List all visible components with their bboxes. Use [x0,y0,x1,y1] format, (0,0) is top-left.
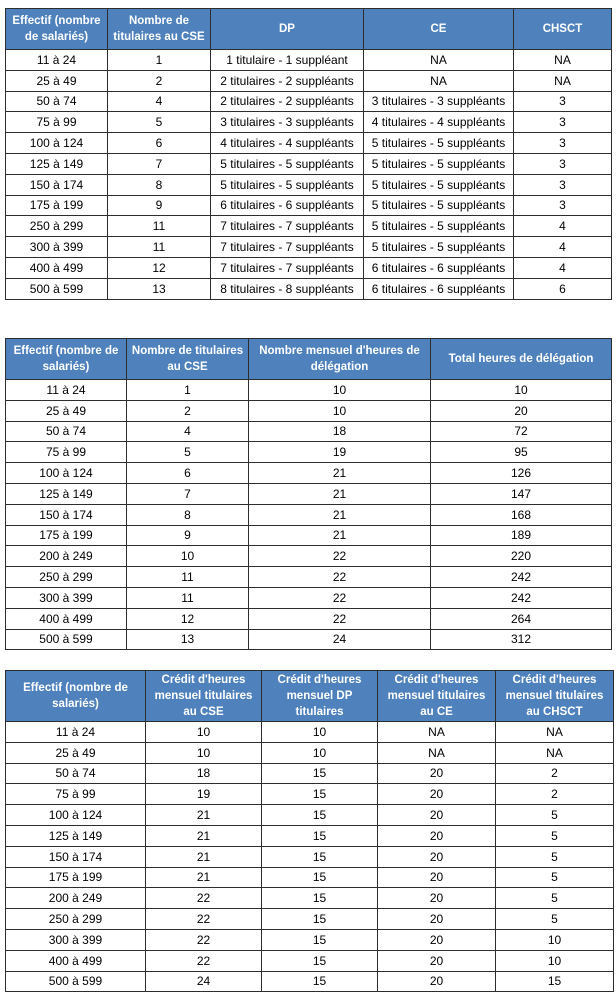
table-cell: 18 [146,763,262,784]
table-cell: 75 à 99 [6,784,146,805]
table-row [6,195,612,216]
table-cell: 300 à 399 [6,929,146,950]
table-cell: 200 à 249 [6,546,127,567]
table-cell: 15 [262,805,378,826]
table-cell: 220 [431,546,612,567]
table-row [6,112,612,133]
table-cell: 5 [127,442,249,463]
table-cell: 15 [262,825,378,846]
table-cell: 5 [496,867,614,888]
table-cell: 11 à 24 [6,50,108,71]
table-row [6,380,612,401]
table-row [6,174,612,195]
table-cell: 5 titulaires - 5 suppléants [364,174,514,195]
table-cell: 5 [496,888,614,909]
table-row [6,257,612,278]
table-cell: 12 [108,257,211,278]
table-cell: 13 [127,629,249,650]
table-cell: 312 [431,629,612,650]
table-cell: 19 [146,784,262,805]
table-row [6,846,614,867]
table-cell: 10 [127,546,249,567]
table-cell: 6 [514,278,612,299]
table-cell: 10 [146,722,262,743]
header-row [6,671,614,722]
table-row [6,400,612,421]
table-cell: 500 à 599 [6,629,127,650]
table-cell: 125 à 149 [6,153,108,174]
table-row [6,91,612,112]
table-cell: 125 à 149 [6,825,146,846]
table-cell: 3 [514,174,612,195]
table-cell: 3 [514,133,612,154]
table-cell: 9 [108,195,211,216]
table-cell: 24 [146,971,262,992]
table-cell: 20 [378,950,496,971]
table-row [6,483,612,504]
table-cell: 25 à 49 [6,742,146,763]
table-cell: 7 titulaires - 7 suppléants [211,216,364,237]
table-row [6,237,612,258]
table-cell: 5 [496,846,614,867]
table-cell: 6 titulaires - 6 suppléants [364,278,514,299]
table-cell: 4 [514,216,612,237]
table-cell: 20 [378,867,496,888]
column-header: Nombre mensuel d'heures de délégation [249,339,431,380]
table-row [6,909,614,930]
table-cell: 21 [146,867,262,888]
table-cell: 11 à 24 [6,722,146,743]
table-cell: 19 [249,442,431,463]
table-cell: 3 titulaires - 3 suppléants [211,112,364,133]
table-cell: 7 titulaires - 7 suppléants [211,237,364,258]
table-cell: 22 [146,888,262,909]
table-row [6,421,612,442]
table-cell: 264 [431,608,612,629]
table-cell: 4 titulaires - 4 suppléants [211,133,364,154]
table-cell: 400 à 499 [6,608,127,629]
table-cell: 15 [262,950,378,971]
table-cell: 10 [496,929,614,950]
table-cell: 20 [378,763,496,784]
table-cell: 400 à 499 [6,257,108,278]
table-cell: 10 [262,742,378,763]
table-cell: 22 [249,567,431,588]
table-row [6,278,612,299]
table-cell: 24 [249,629,431,650]
table-cell: 4 titulaires - 4 suppléants [364,112,514,133]
table-cell: 2 [496,763,614,784]
table-cell: 21 [249,525,431,546]
column-header: Nombre de titulaires au CSE [127,339,249,380]
table-row [6,950,614,971]
table-cell: 8 titulaires - 8 suppléants [211,278,364,299]
table-row [6,463,612,484]
table-cell: 3 [514,91,612,112]
table-cell: 5 titulaires - 5 suppléants [364,237,514,258]
table-cell: 15 [262,846,378,867]
table-cell: NA [364,50,514,71]
table-cell: 242 [431,567,612,588]
table-cell: 15 [262,929,378,950]
table-cell: 21 [249,483,431,504]
table-cell: 50 à 74 [6,91,108,112]
table-cell: 100 à 124 [6,133,108,154]
table-cell: 22 [249,546,431,567]
table-cell: 15 [262,971,378,992]
table-cell: 22 [249,608,431,629]
table-row [6,153,612,174]
table-cell: NA [514,70,612,91]
table-cell: 200 à 249 [6,888,146,909]
table-row [6,742,614,763]
table-cell: 25 à 49 [6,70,108,91]
header-row [6,9,612,50]
table-cell: 5 titulaires - 5 suppléants [364,195,514,216]
table-cell: 100 à 124 [6,463,127,484]
table-cell: 10 [262,722,378,743]
table-cell: 10 [146,742,262,763]
table-cell: 242 [431,587,612,608]
table-row [6,504,612,525]
table-row [6,929,614,950]
table-cell: 15 [262,867,378,888]
table-cell: 21 [249,463,431,484]
table-cell: 15 [262,763,378,784]
header-row [6,339,612,380]
table-cell: 126 [431,463,612,484]
table-cell: NA [496,722,614,743]
table-cell: 300 à 399 [6,587,127,608]
table-cell: 50 à 74 [6,421,127,442]
table-cell: 5 [496,909,614,930]
table-cell: NA [364,70,514,91]
table-cell: 5 titulaires - 5 suppléants [364,133,514,154]
table-cell: 168 [431,504,612,525]
column-header: Crédit d'heures mensuel DP titulaires [262,671,378,722]
table-cell: 7 [127,483,249,504]
table-row [6,867,614,888]
table-cell: 72 [431,421,612,442]
table-row [6,971,614,992]
column-header: Crédit d'heures mensuel titulaires au CHSCT [496,671,614,722]
table-cell: 5 titulaires - 5 suppléants [364,153,514,174]
table-cell: 150 à 174 [6,174,108,195]
table-row [6,525,612,546]
table-cell: 20 [431,400,612,421]
cse-composition-table [5,8,612,300]
table-cell: 189 [431,525,612,546]
table-cell: 22 [146,909,262,930]
table-cell: 3 [514,195,612,216]
table-cell: 1 [108,50,211,71]
column-header: CE [364,9,514,50]
table-row [6,763,614,784]
table-cell: 20 [378,888,496,909]
table-cell: 22 [146,929,262,950]
table-cell: 3 [514,112,612,133]
table-cell: 21 [146,846,262,867]
table-cell: 250 à 299 [6,909,146,930]
table-cell: 5 titulaires - 5 suppléants [364,216,514,237]
table-cell: NA [496,742,614,763]
table-cell: 250 à 299 [6,567,127,588]
table-cell: 175 à 199 [6,867,146,888]
table-cell: 21 [249,504,431,525]
table-cell: 500 à 599 [6,278,108,299]
table-cell: 11 à 24 [6,380,127,401]
table-cell: 6 [127,463,249,484]
table-cell: 4 [514,257,612,278]
table-cell: 10 [496,950,614,971]
table-row [6,888,614,909]
column-header: Crédit d'heures mensuel titulaires au CSE [146,671,262,722]
column-header: Crédit d'heures mensuel titulaires au CE [378,671,496,722]
table-cell: 20 [378,805,496,826]
table-cell: 15 [262,888,378,909]
table-cell: 1 [127,380,249,401]
table-cell: 4 [127,421,249,442]
table-cell: 10 [431,380,612,401]
table-cell: 11 [108,237,211,258]
table-cell: 4 [108,91,211,112]
table-cell: 20 [378,971,496,992]
column-header: Nombre de titulaires au CSE [108,9,211,50]
monthly-hours-credit-table [5,670,614,992]
delegation-hours-table [5,338,612,650]
table-cell: 10 [249,400,431,421]
table-cell: 400 à 499 [6,950,146,971]
table-cell: 4 [514,237,612,258]
table-cell: 2 titulaires - 2 suppléants [211,91,364,112]
table-cell: 147 [431,483,612,504]
table-cell: 5 titulaires - 5 suppléants [211,174,364,195]
table-cell: 500 à 599 [6,971,146,992]
table-cell: 15 [262,909,378,930]
table-cell: 11 [108,216,211,237]
table-cell: 11 [127,567,249,588]
column-header: Effectif (nombre de salariés) [6,671,146,722]
table-row [6,567,612,588]
table-row [6,546,612,567]
table-cell: NA [514,50,612,71]
table-cell: 5 [108,112,211,133]
table-cell: 5 [496,805,614,826]
table-row [6,50,612,71]
table-cell: 2 [127,400,249,421]
table-cell: 7 titulaires - 7 suppléants [211,257,364,278]
table-cell: NA [378,742,496,763]
table-row [6,722,614,743]
table-cell: 125 à 149 [6,483,127,504]
table-cell: 11 [127,587,249,608]
table-cell: 50 à 74 [6,763,146,784]
table-row [6,587,612,608]
table-cell: 3 [514,153,612,174]
table-cell: 9 [127,525,249,546]
column-header: Total heures de délégation [431,339,612,380]
table-cell: 12 [127,608,249,629]
table-row [6,805,614,826]
table-row [6,825,614,846]
table-cell: 2 [496,784,614,805]
table-row [6,784,614,805]
table-cell: 2 titulaires - 2 suppléants [211,70,364,91]
table-cell: 6 [108,133,211,154]
table-cell: 95 [431,442,612,463]
column-header: DP [211,9,364,50]
table-cell: 150 à 174 [6,846,146,867]
table-cell: 22 [146,950,262,971]
table-cell: 25 à 49 [6,400,127,421]
table-cell: 6 titulaires - 6 suppléants [211,195,364,216]
table-cell: 300 à 399 [6,237,108,258]
table-cell: 5 [496,825,614,846]
table-cell: 20 [378,784,496,805]
table-cell: 15 [496,971,614,992]
table-cell: 8 [127,504,249,525]
table-cell: 3 titulaires - 3 suppléants [364,91,514,112]
table-cell: 18 [249,421,431,442]
table-cell: NA [378,722,496,743]
table-row [6,608,612,629]
table-cell: 20 [378,846,496,867]
table-cell: 250 à 299 [6,216,108,237]
table-row [6,70,612,91]
table-cell: 175 à 199 [6,525,127,546]
table-cell: 20 [378,825,496,846]
table-cell: 6 titulaires - 6 suppléants [364,257,514,278]
table-cell: 8 [108,174,211,195]
table-cell: 22 [249,587,431,608]
table-cell: 10 [249,380,431,401]
column-header: Effectif (nombre de salariés) [6,339,127,380]
table-cell: 7 [108,153,211,174]
column-header: Effectif (nombre de salariés) [6,9,108,50]
table-cell: 21 [146,825,262,846]
table-cell: 175 à 199 [6,195,108,216]
table-cell: 20 [378,929,496,950]
table-cell: 5 titulaires - 5 suppléants [211,153,364,174]
column-header: CHSCT [514,9,612,50]
table-cell: 13 [108,278,211,299]
table-row [6,629,612,650]
table-row [6,216,612,237]
table-cell: 150 à 174 [6,504,127,525]
table-cell: 75 à 99 [6,112,108,133]
table-cell: 15 [262,784,378,805]
table-cell: 100 à 124 [6,805,146,826]
table-cell: 1 titulaire - 1 suppléant [211,50,364,71]
table-cell: 75 à 99 [6,442,127,463]
table-cell: 21 [146,805,262,826]
table-row [6,133,612,154]
table-cell: 2 [108,70,211,91]
table-cell: 20 [378,909,496,930]
table-row [6,442,612,463]
